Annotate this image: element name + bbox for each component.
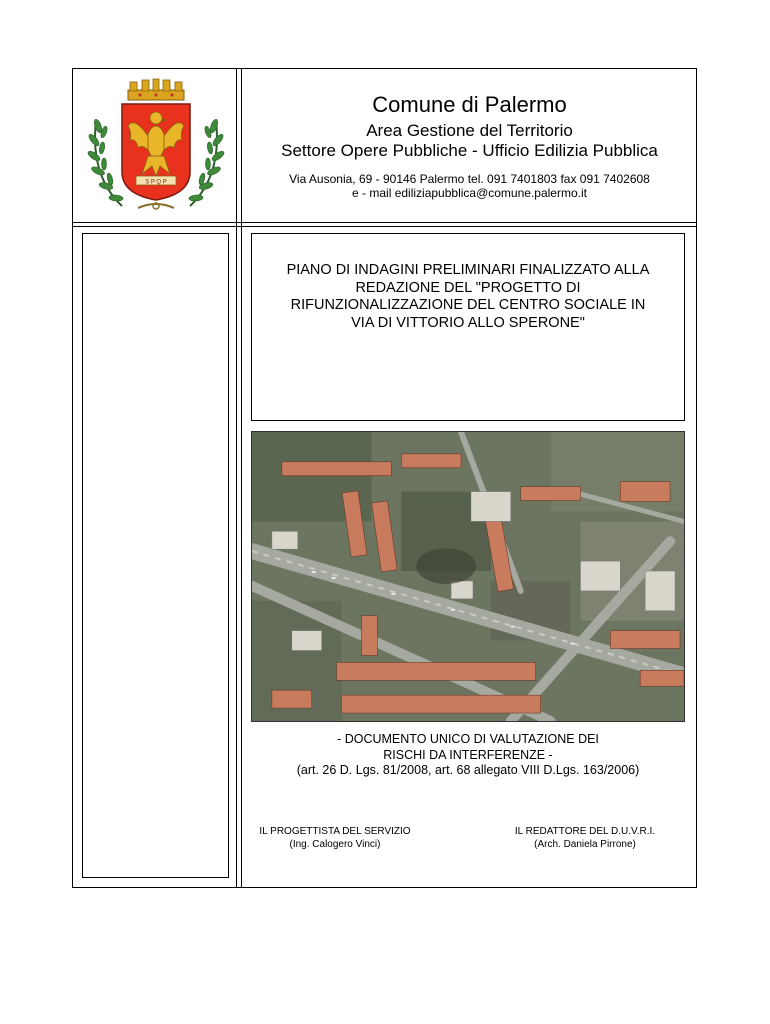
sector-title: Settore Opere Pubbliche - Ufficio Edilizia Pubblica [281,141,658,160]
email-line: e - mail ediliziapubblica@comune.palermo.it [352,186,587,200]
area-title: Area Gestione del Territorio [366,121,573,140]
project-title-line: REDAZIONE DEL "PROGETTO DI [355,279,581,296]
municipality-title: Comune di Palermo [372,92,567,117]
coat-motto: S P Q P [145,179,167,186]
document-type [251,732,685,779]
signature-role: IL REDATTORE DEL D.U.V.R.I. [514,826,656,837]
document-type-line: (art. 26 D. Lgs. 81/2008, art. 68 allegato VIII D.Lgs. 163/2006) [296,763,640,777]
frame-divider-1 [236,68,237,888]
signature-name: (Arch. Daniela Pirrone) [534,838,636,850]
address-line: Via Ausonia, 69 - 90146 Palermo tel. 091 7401803 fax 091 7402608 [289,172,650,186]
palermo-coat-of-arms-icon [82,76,230,216]
header-divider-2 [72,226,697,227]
project-title-line: PIANO DI INDAGINI PRELIMINARI FINALIZZATO ALLA [286,262,650,278]
document-type-line: - DOCUMENTO UNICO DI VALUTAZIONE DEI [337,732,599,746]
left-side-panel [82,233,229,878]
signature-role: IL PROGETTISTA DEL SERVIZIO [259,826,411,837]
aerial-photo [251,431,685,722]
signature-designer [250,826,420,851]
signature-editor [495,826,675,851]
project-title-line: VIA DI VITTORIO ALLO SPERONE" [351,314,585,331]
signature-name: (Ing. Calogero Vinci) [289,838,381,850]
project-title [251,262,685,332]
project-title-line: RIFUNZIONALIZZAZIONE DEL CENTRO SOCIALE IN [290,297,646,313]
document-type-line: RISCHI DA INTERFERENZE - [383,747,553,762]
header-divider-1 [72,222,697,223]
